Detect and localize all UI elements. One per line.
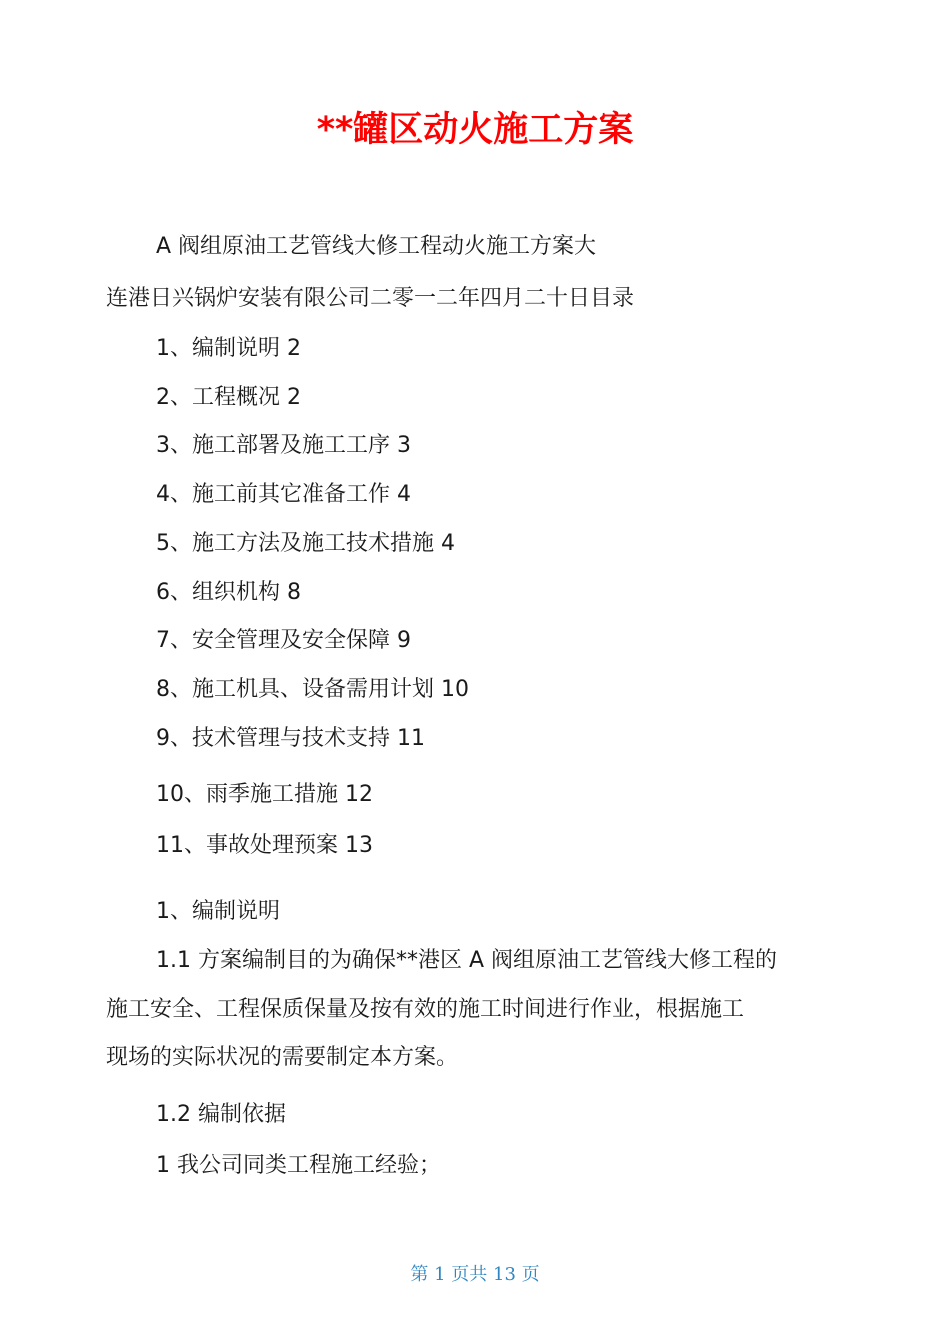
paragraph-line: 现场的实际状况的需要制定本方案。 bbox=[106, 1045, 459, 1070]
document-title: **罐区动火施工方案 bbox=[316, 110, 634, 150]
section-heading: 1、编制说明 bbox=[156, 899, 280, 924]
toc-item: 7、安全管理及安全保障 9 bbox=[156, 628, 411, 653]
toc-item: 8、施工机具、设备需用计划 10 bbox=[156, 677, 469, 702]
intro-line-1: A 阀组原油工艺管线大修工程动火施工方案大 bbox=[156, 234, 597, 259]
toc-item: 6、组织机构 8 bbox=[156, 580, 301, 605]
toc-item: 3、施工部署及施工工序 3 bbox=[156, 433, 411, 458]
page-number: 第 1 页共 13 页 bbox=[410, 1264, 540, 1285]
intro-line-2: 连港日兴锅炉安装有限公司二零一二年四月二十日目录 bbox=[106, 286, 635, 311]
toc-item: 10、雨季施工措施 12 bbox=[156, 782, 373, 807]
toc-item: 5、施工方法及施工技术措施 4 bbox=[156, 531, 455, 556]
paragraph-line: 1.1 方案编制目的为确保**港区 A 阀组原油工艺管线大修工程的 bbox=[156, 948, 778, 973]
subsection-heading: 1.2 编制依据 bbox=[156, 1102, 286, 1127]
list-item: 1 我公司同类工程施工经验； bbox=[156, 1153, 441, 1178]
toc-item: 1、编制说明 2 bbox=[156, 336, 301, 361]
toc-item: 9、技术管理与技术支持 11 bbox=[156, 726, 425, 751]
toc-item: 4、施工前其它准备工作 4 bbox=[156, 482, 411, 507]
paragraph-line: 施工安全、工程保质保量及按有效的施工时间进行作业，根据施工 bbox=[106, 997, 745, 1022]
toc-item: 11、事故处理预案 13 bbox=[156, 833, 373, 858]
toc-item: 2、工程概况 2 bbox=[156, 385, 301, 410]
